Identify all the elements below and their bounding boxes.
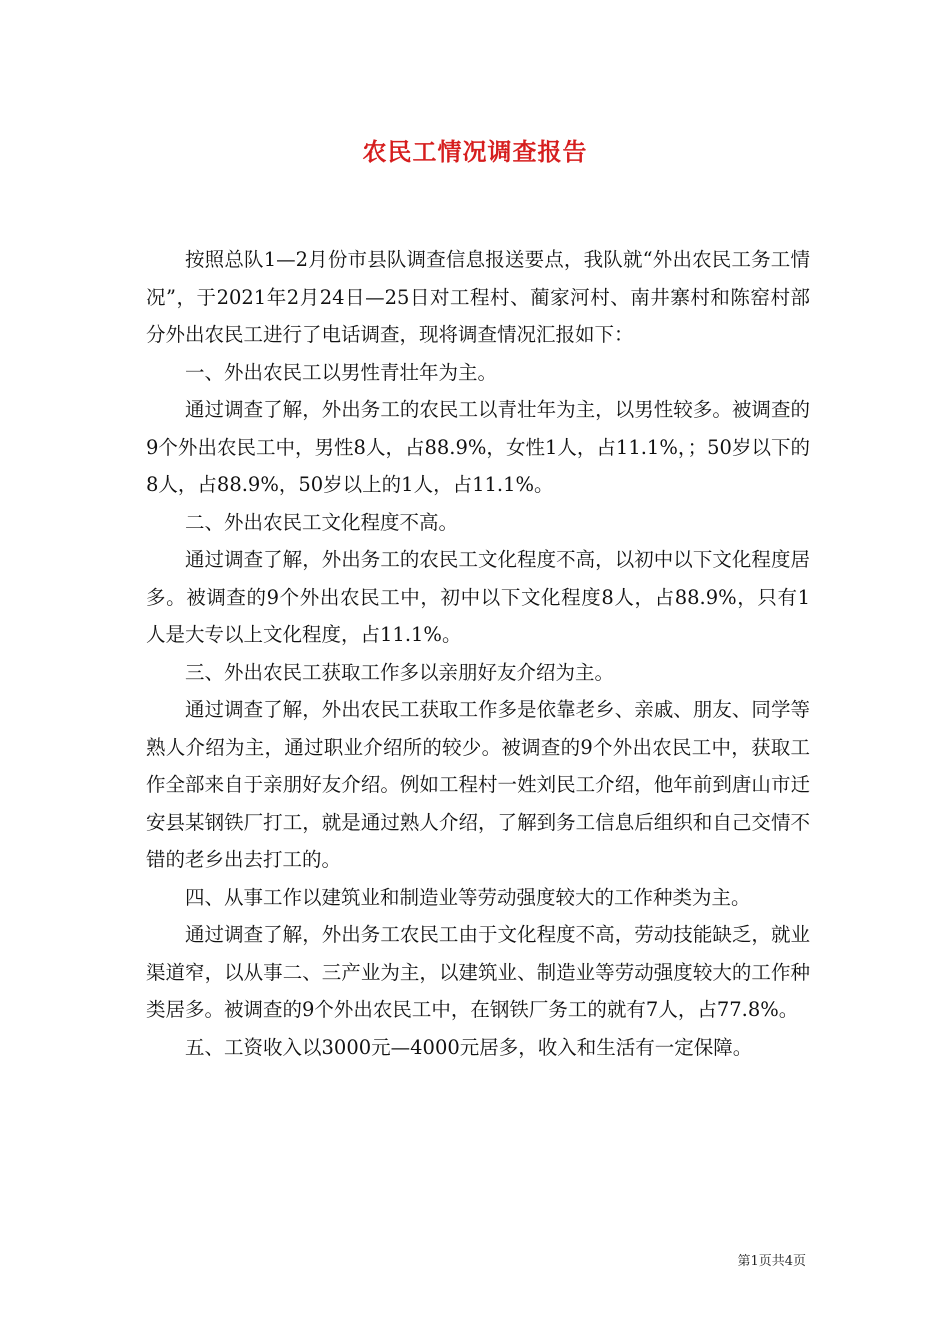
paragraph-section-1: 通过调查了解，外出务工的农民工以青壮年为主，以男性较多。被调查的9个外出农民工中，男性8人，占88.9%，女性1人，占11.1%，；50岁以下的8人，占88.9%，50岁以上的1人，占11.1%。 xyxy=(146,398,810,496)
paragraph-section-4: 通过调查了解，外出务工农民工由于文化程度不高，劳动技能缺乏，就业渠道窄，以从事二、三产业为主，以建筑业、制造业等劳动强度较大的工作种类居多。被调查的9个外出农民工中，在钢铁厂务工的就有7人，占77.8%。 xyxy=(146,923,810,1021)
document-body xyxy=(146,241,810,1066)
page-number: 第1页共4页 xyxy=(737,1254,806,1269)
paragraph-intro: 按照总队1—2月份市县队调查信息报送要点，我队就“外出农民工务工情况”，于2021年2月24日—25日对工程村、蔺家河村、南井寨村和陈窑村部分外出农民工进行了电话调查，现将调查情况汇报如下： xyxy=(146,248,810,346)
section-heading-4: 四、从事工作以建筑业和制造业等劳动强度较大的工作种类为主。 xyxy=(185,885,751,909)
document-title: 农民工情况调查报告 xyxy=(362,137,588,166)
section-heading-1: 一、外出农民工以男性青壮年为主。 xyxy=(185,360,498,384)
paragraph-section-2: 通过调查了解，外出务工的农民工文化程度不高，以初中以下文化程度居多。被调查的9个外出农民工中，初中以下文化程度8人，占88.9%，只有1人是大专以上文化程度，占11.1%。 xyxy=(146,548,810,646)
section-heading-2: 二、外出农民工文化程度不高。 xyxy=(185,510,459,534)
section-heading-3: 三、外出农民工获取工作多以亲朋好友介绍为主。 xyxy=(185,660,615,684)
section-heading-5: 五、工资收入以3000元—4000元居多，收入和生活有一定保障。 xyxy=(185,1035,753,1059)
paragraph-section-3: 通过调查了解，外出农民工获取工作多是依靠老乡、亲戚、朋友、同学等熟人介绍为主，通过职业介绍所的较少。被调查的9个外出农民工中，获取工作全部来自于亲朋好友介绍。例如工程村一姓刘民工介绍，他年前到唐山市迁安县某钢铁厂打工，就是通过熟人介绍，了解到务工信息后组织和自己交情不错的老乡出去打工的。 xyxy=(146,698,810,871)
